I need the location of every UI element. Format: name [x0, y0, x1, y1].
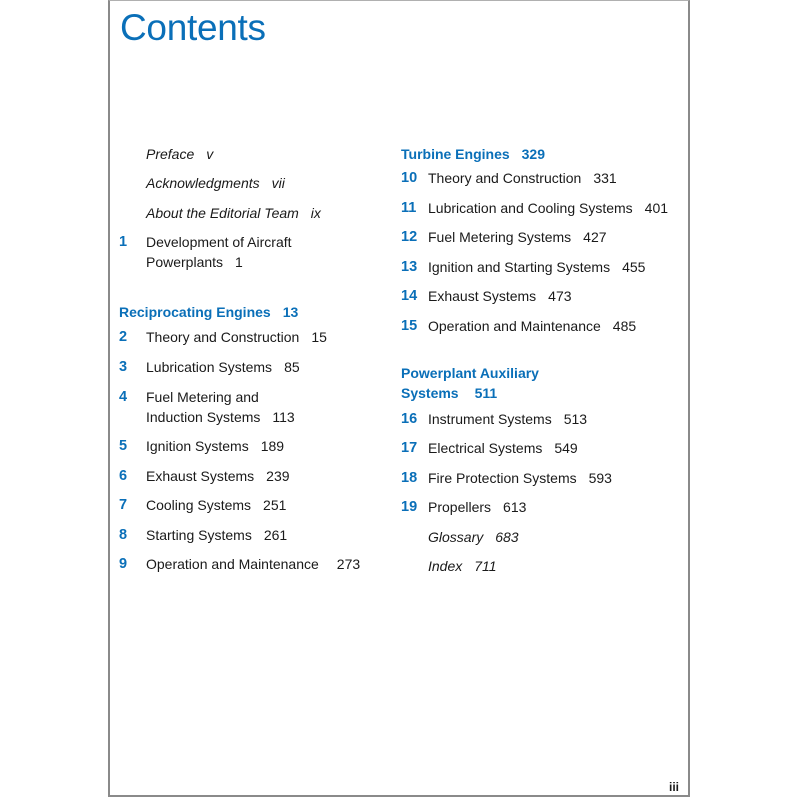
entry-page: 613 [503, 499, 527, 515]
entry-label: Operation and Maintenance [428, 318, 601, 334]
chapter-number: 1 [119, 234, 128, 250]
entry-page: 427 [583, 229, 607, 245]
entry-page: 85 [284, 359, 300, 375]
chapter-number: 8 [119, 527, 128, 543]
entry-page: 1 [235, 254, 243, 270]
section-page: 511 [474, 385, 498, 401]
chapter-number: 10 [401, 170, 418, 186]
page-title: Contents [120, 7, 266, 48]
entry-label: Fuel Metering Systems [428, 229, 572, 245]
entry-page: ix [310, 205, 321, 221]
entry-page: vii [271, 175, 285, 191]
entry-page: v [206, 146, 214, 162]
entry-page: 251 [263, 497, 287, 513]
chapter-number: 18 [401, 470, 418, 486]
chapter-number: 5 [119, 438, 128, 454]
section-label-line1: Powerplant Auxiliary [401, 365, 539, 381]
entry-label: Electrical Systems [428, 440, 543, 456]
entry-page: 513 [563, 411, 588, 427]
entry-label: Ignition and Starting Systems [428, 259, 611, 275]
entry-label: Theory and Construction [146, 329, 300, 345]
entry-label: Index [428, 558, 463, 574]
chapter-number: 11 [401, 200, 417, 216]
entry-page: 711 [474, 558, 497, 574]
chapter-number: 2 [119, 329, 128, 345]
entry-label-line1: Development of Aircraft [146, 234, 292, 250]
section-label-line2: Systems [401, 385, 459, 401]
entry-page: 593 [588, 470, 612, 486]
entry-label: Exhaust Systems [146, 468, 255, 484]
entry-page: 273 [336, 556, 361, 572]
chapter-number: 4 [119, 389, 128, 405]
chapter-number: 6 [119, 468, 128, 484]
entry-page: 261 [263, 527, 288, 543]
entry-page: 455 [622, 259, 646, 275]
entry-label: Propellers [428, 499, 492, 515]
chapter-number: 19 [401, 499, 418, 515]
entry-label: Starting Systems [146, 527, 252, 543]
section-label: Turbine Engines [401, 146, 510, 162]
chapter-number: 12 [401, 229, 418, 245]
entry-label: Exhaust Systems [428, 288, 537, 304]
chapter-number: 17 [401, 440, 418, 456]
section-heading-turbine[interactable] [401, 144, 545, 164]
entry-page: 473 [548, 288, 572, 304]
chapter-number: 9 [119, 556, 128, 572]
entry-label: Ignition Systems [146, 438, 249, 454]
chapter-number: 3 [119, 359, 128, 375]
entry-label: Fire Protection Systems [428, 470, 577, 486]
page-number: iii [669, 780, 680, 794]
chapter-number: 7 [119, 497, 128, 513]
section-heading-reciprocating[interactable] [119, 302, 298, 322]
entry-label: Acknowledgments [146, 175, 260, 191]
chapter-number: 15 [401, 318, 418, 334]
entry-label: Glossary [428, 529, 484, 545]
entry-page: 189 [260, 438, 285, 454]
entry-page: 485 [612, 318, 637, 334]
entry-label: Lubrication and Cooling Systems [428, 200, 633, 216]
entry-page: 113 [272, 409, 295, 425]
chapter-number: 16 [401, 411, 418, 427]
entry-page: 239 [266, 468, 290, 484]
entry-label: Preface [146, 146, 195, 162]
entry-label: Operation and Maintenance [146, 556, 319, 572]
chapter-number: 14 [401, 288, 418, 304]
entry-label-line1: Fuel Metering and [146, 389, 259, 405]
entry-label: Instrument Systems [428, 411, 552, 427]
entry-page: 331 [593, 170, 617, 186]
entry-page: 401 [644, 200, 669, 216]
entry-label: Cooling Systems [146, 497, 252, 513]
entry-label-line2: Powerplants [146, 254, 224, 270]
section-heading-auxiliary[interactable] [401, 363, 539, 403]
entry-label: About the Editorial Team [146, 205, 299, 221]
section-label: Reciprocating Engines [119, 304, 271, 320]
entry-page: 15 [311, 329, 327, 345]
entry-page: 549 [554, 440, 578, 456]
entry-page: 683 [495, 529, 519, 545]
entry-label: Theory and Construction [428, 170, 582, 186]
chapter-number: 13 [401, 259, 418, 275]
section-page: 329 [521, 146, 545, 162]
entry-label: Lubrication Systems [146, 359, 273, 375]
section-page: 13 [282, 304, 299, 320]
entry-label-line2: Induction Systems [146, 409, 261, 425]
